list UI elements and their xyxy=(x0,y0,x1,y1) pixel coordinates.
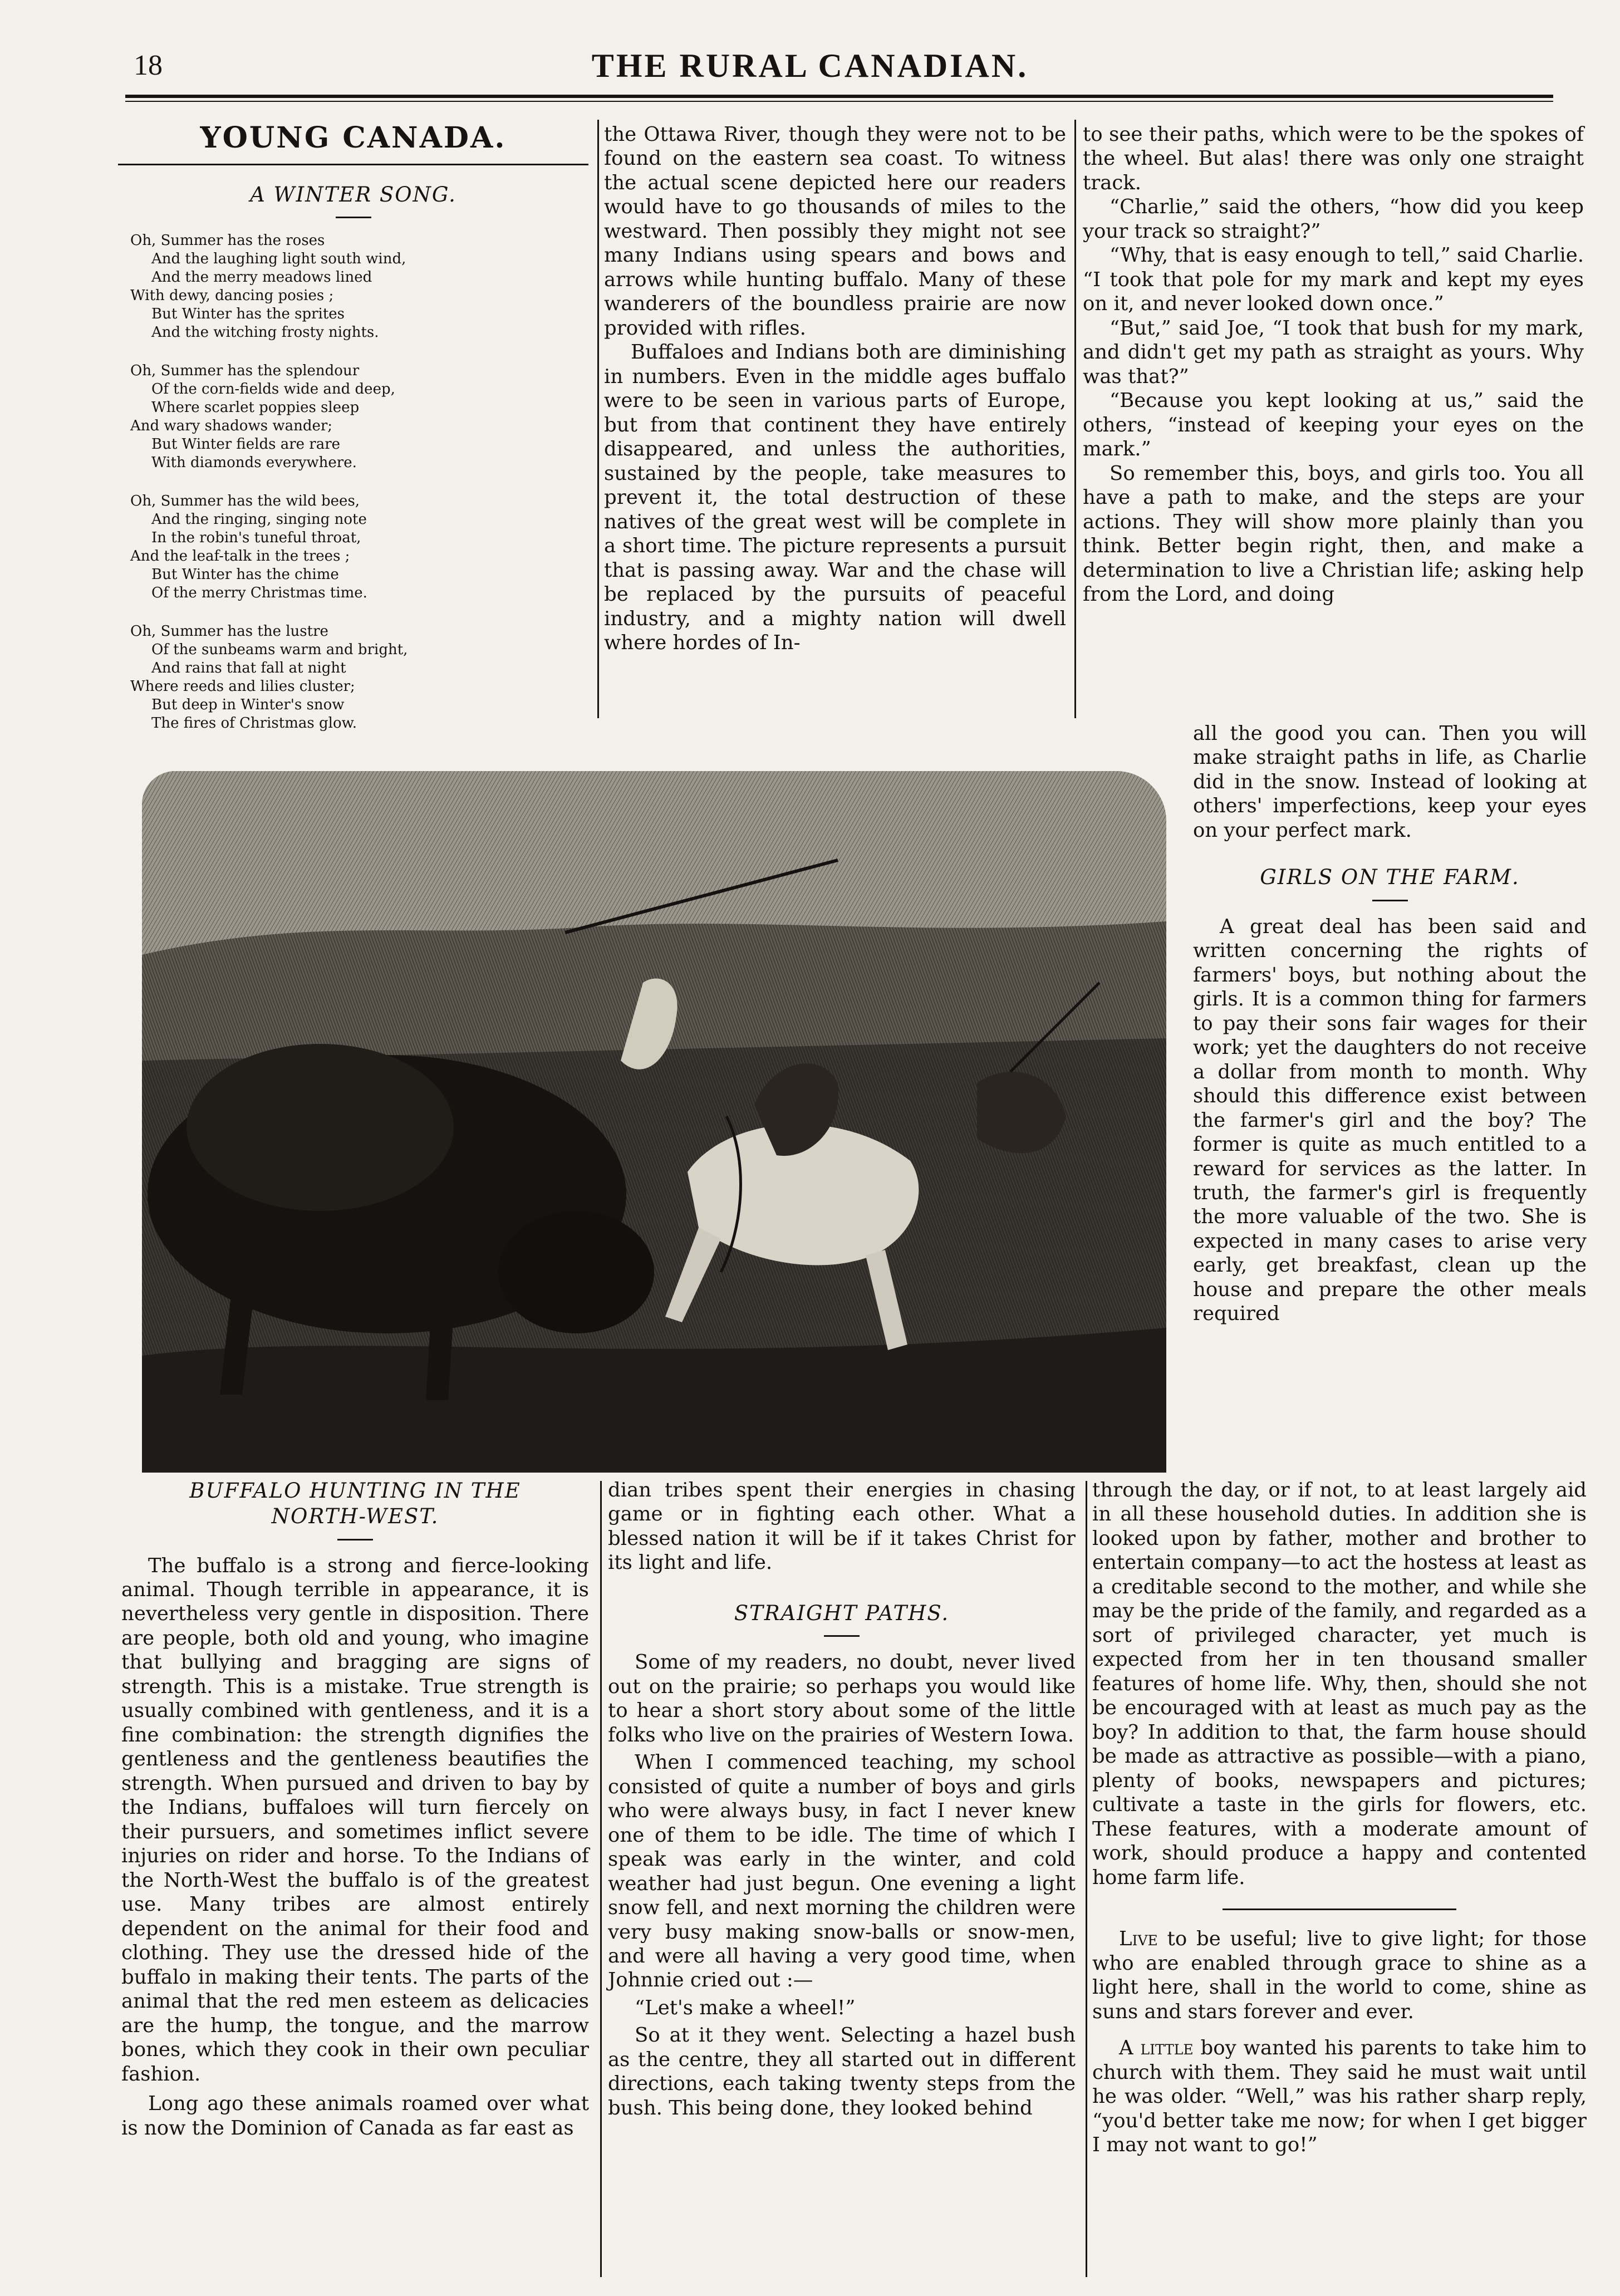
poem-line: With diamonds everywhere. xyxy=(151,454,357,472)
lead-word: A little xyxy=(1119,2037,1194,2060)
title-rule xyxy=(824,1635,860,1637)
young-canada-column xyxy=(118,117,588,753)
column-rule xyxy=(597,120,599,718)
poem-line: And wary shadows wander; xyxy=(130,418,333,435)
poem-stanza xyxy=(130,492,588,602)
poem-line: Where reeds and lilies cluster; xyxy=(130,678,355,695)
poem-line: And the merry meadows lined xyxy=(151,268,372,286)
poem-line: In the robin's tuneful throat, xyxy=(151,529,361,547)
poem-line: But Winter fields are rare xyxy=(151,436,341,453)
poem-line: And the leaf-talk in the trees ; xyxy=(130,548,350,565)
poem-line: Of the corn-fields wide and deep, xyxy=(151,381,395,398)
title-rule xyxy=(336,217,371,218)
column-rule xyxy=(1086,1481,1087,2277)
poem-line: Where scarlet poppies sleep xyxy=(151,399,360,416)
poem-line: Oh, Summer has the lustre xyxy=(130,623,328,640)
poem-line: The fires of Christmas glow. xyxy=(151,715,357,732)
paragraph: “Let's make a wheel!” xyxy=(635,1996,856,2019)
page-number: 18 xyxy=(134,50,163,81)
title-rule xyxy=(337,1539,373,1541)
wrap-column xyxy=(1193,722,1587,1326)
buffalo-hunt-illustration xyxy=(142,771,1166,1473)
paragraph: “Charlie,” said the others, “how did you keep your track so straight?” xyxy=(1083,195,1584,243)
paragraph: all the good you can. Then you will make straight paths in life, as Charlie did in the snow. Instead of looking at others' imperfections, keep your eyes on your perfect mark. xyxy=(1193,722,1587,842)
little-boy-paragraph xyxy=(1092,2036,1587,2157)
paragraph: Buffaloes and Indians both are diminishing in numbers. Even in the middle ages buffalo were to be seen in various parts of Europe, but from that continent they have entirely disappeared, and unless the authorities, sustained by the people, take measures to prevent it, the total destruction of these natives of the great west will be complete in a short time. The picture represents a pursuit that is passing away. War and the chase will be replaced by the pursuits of peaceful industry, and a mighty nation will dwell where hordes of In- xyxy=(604,341,1066,655)
poem-line: But deep in Winter's snow xyxy=(151,696,345,714)
straight-paths-title: STRAIGHT PATHS. xyxy=(734,1601,950,1625)
paragraph: “Because you kept looking at us,” said the others, “instead of keeping your eyes on the mark.” xyxy=(1083,389,1584,461)
straight-paths-column xyxy=(608,1478,1076,2120)
header-rule xyxy=(125,95,1553,102)
buffalo-hunt-engraving xyxy=(142,771,1166,1473)
buffalo-hunting-column xyxy=(121,1473,589,2140)
poem-line: And rains that fall at night xyxy=(151,660,346,677)
poem-stanza xyxy=(130,362,588,472)
poem-line: Oh, Summer has the roses xyxy=(130,232,325,249)
girls-on-farm-title: GIRLS ON THE FARM. xyxy=(1260,865,1520,890)
paragraph: So remember this, boys, and girls too. You all have a path to make, and the steps are your actions. They will show more plainly than you think. Better begin right, then, and make a determination to live a Christian life; asking help from the Lord, and doing xyxy=(1083,462,1584,606)
title-rule xyxy=(1372,900,1408,901)
column-rule xyxy=(600,1481,602,2277)
paragraph: A great deal has been said and written concerning the rights of farmers' boys, but nothing about the girls. It is a common thing for farmers to pay their sons fair wages for their work; yet the daughters do not receive a dollar from month to month. Why should this difference exist between the farmer's girl and the boy? The former is quite as much entitled to a reward for services as the latter. In truth, the farmer's girl is frequently the more valuable of the two. She is expected in many cases to arise very early, get breakfast, clean up the house and prepare the other meals required xyxy=(1193,915,1587,1326)
poem-line: And the ringing, singing note xyxy=(151,511,367,528)
heading-rule xyxy=(118,164,588,165)
poem-stanza xyxy=(130,622,588,733)
divider-rule xyxy=(1223,1909,1456,1910)
buffalo-continued-column xyxy=(604,122,1066,655)
paragraph: When I commenced teaching, my school consisted of quite a number of boys and girls who were always busy, in fact I never knew one of them to be idle. The time of which I speak was early in the winter, and cold weather had just begun. One evening a light snow fell, and next morning the children were very busy making snow-balls or snow-men, and were all having a very good time, when Johnnie cried out :— xyxy=(608,1751,1076,1992)
live-paragraph xyxy=(1092,1927,1587,2024)
poem-line: And the laughing light south wind, xyxy=(151,250,406,267)
paragraph: “Why, that is easy enough to tell,” said Charlie. “I took that pole for my mark and kept my eyes on it, and never looked down once.” xyxy=(1083,244,1584,316)
poem-line: But Winter has the sprites xyxy=(151,306,345,322)
straight-paths-continued-column xyxy=(1083,122,1584,607)
poem-line: Oh, Summer has the wild bees, xyxy=(130,493,360,510)
paragraph-text: to be useful; live to give light; for those who are enabled through grace to shine as a light here, shall in the world to come, shine as suns and stars forever and ever. xyxy=(1092,1927,1587,2023)
poem-line: But Winter has the chime xyxy=(151,566,339,583)
paragraph: the Ottawa River, though they were not to be found on the eastern sea coast. To witness the actual scene depicted here our readers would have to go thousands of miles to the westward. Then possibly they might not see many Indians using spears and bows and arrows while hunting buffalo. Many of these wanderers of the boundless prairie are now provided with rifles. xyxy=(604,123,1066,340)
poem-line: Of the merry Christmas time. xyxy=(151,585,367,602)
paragraph: dian tribes spent their energies in chasing game or in fighting each other. What a blessed nation it will be if it takes Christ for its light and life. xyxy=(608,1479,1076,1574)
publication-title: THE RURAL CANADIAN. xyxy=(591,47,1029,84)
poem-line: Oh, Summer has the splendour xyxy=(130,362,360,380)
winter-song-poem xyxy=(130,232,588,733)
girls-on-farm-continued-column xyxy=(1092,1478,1587,2157)
poem-stanza xyxy=(130,232,588,342)
poem-line: With dewy, dancing posies ; xyxy=(130,287,334,304)
paragraph: So at it they went. Selecting a hazel bush as the centre, they all started out in different directions, each taking twenty steps from the bush. This being done, they looked behind xyxy=(608,2024,1076,2120)
poem-line: And the witching frosty nights. xyxy=(151,324,379,341)
paragraph: The buffalo is a strong and fierce-looking animal. Though terrible in appearance, it is nevertheless very gentle in disposition. There are people, both old and young, who imagine that bullying and bragging are signs of strength. This is a mistake. True strength is usually combined with gentleness, and it is a fine combination: the strength dignifies the gentleness and the gentleness beautifies the strength. When pursued and driven to bay by the Indians, buffaloes will turn fiercely on their pursuers, and sometimes inflict severe injuries on rider and horse. To the Indians of the North-West the buffalo is of the greatest use. Many tribes are almost entirely dependent on the animal for their food and clothing. They use the dressed hide of the buffalo in making their tents. The parts of the animal that the red men esteem as delicacies are the hump, the tongue, and the marrow bones, which they cook in their own peculiar fashion. xyxy=(121,1554,589,2086)
young-canada-heading: YOUNG CANADA. xyxy=(200,121,507,155)
paragraph: through the day, or if not, to at least largely aid in all these household duties. In addition she is looked upon by father, mother and brother to entertain company—to act the hostess at least as a creditable second to the mother, and while she may be the pride of the family, and regarded as a sort of privileged character, yet much is expected from her in ten thousand smaller features of home life. Why, then, should she not be encouraged with at least as much pay as the boy? In addition to that, the farm house should be made as attractive as possible—with a piano, plenty of books, newspapers and pictures; cultivate a taste in the girls for flowers, etc. These features, with a moderate amount of work, should produce a happy and contented home farm life. xyxy=(1092,1479,1587,1889)
paragraph: to see their paths, which were to be the spokes of the wheel. But alas! there was only one straight track. xyxy=(1083,123,1584,194)
lead-word: Live xyxy=(1119,1927,1158,1951)
buffalo-hunting-title: BUFFALO HUNTING IN THE NORTH-WEST. xyxy=(189,1479,521,1529)
paragraph: Some of my readers, no doubt, never lived out on the prairie; so perhaps you would like to hear a short story about some of the little folks who live on the prairies of Western Iowa. xyxy=(608,1651,1076,1746)
paragraph: Long ago these animals roamed over what is now the Dominion of Canada as far east as xyxy=(121,2092,589,2140)
poem-line: Of the sunbeams warm and bright, xyxy=(151,641,408,659)
poem-title: A WINTER SONG. xyxy=(250,182,456,207)
column-rule xyxy=(1074,120,1076,718)
paragraph-text: boy wanted his parents to take him to church with them. They said he must wait until he was older. “Well,” was his rather sharp reply, “you'd better take me now; for when I get bigger I may not want to go!” xyxy=(1092,2037,1587,2157)
paragraph: “But,” said Joe, “I took that bush for my mark, and didn't get my path as straight as yours. Why was that?” xyxy=(1083,316,1584,388)
